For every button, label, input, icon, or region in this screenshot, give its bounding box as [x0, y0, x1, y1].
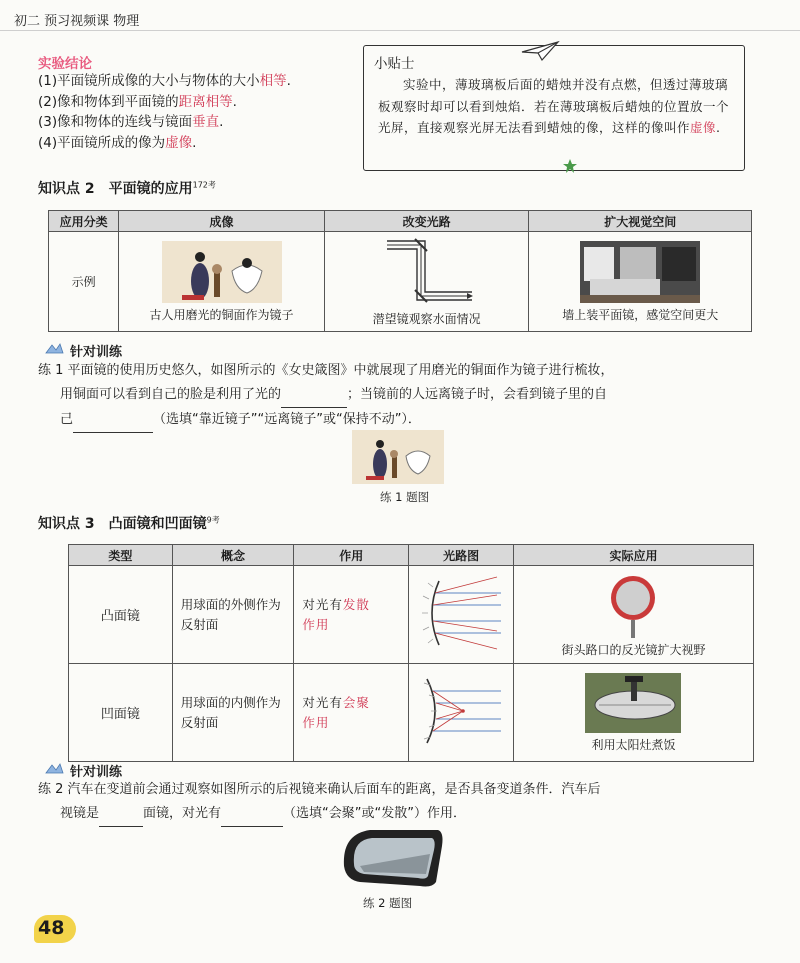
kp2-sup: 172考	[192, 180, 216, 190]
exercise-1-line	[38, 383, 768, 408]
kp3-col-header: 概念	[172, 545, 294, 566]
exercise-text: 视镜是	[60, 806, 100, 821]
kp3-type: 凸面镜	[69, 566, 173, 664]
exercise-1-figure-caption: 练 1 题图	[380, 490, 430, 504]
kp3-effect	[294, 566, 409, 664]
star-icon	[562, 158, 578, 174]
kp3-concept: 用球面的内侧作为反射面	[172, 664, 294, 762]
conclusion-text: (2)像和物体到平面镜的	[38, 93, 179, 110]
convex-mirror-ray-diagram	[417, 575, 505, 651]
kp3-effect-text: 作用	[302, 714, 330, 730]
conclusion-text: .	[232, 93, 237, 110]
conclusion-text: (3)像和物体的连线与镜面	[38, 114, 193, 130]
tip-highlight: 虚像	[690, 120, 717, 135]
kp2-table	[48, 210, 752, 332]
kp2-caption: 潜望镜观察水面情况	[372, 311, 481, 326]
exercise-2	[38, 778, 768, 827]
training-icon	[44, 761, 64, 775]
conclusion-highlight: 相等	[259, 73, 287, 89]
kp2-col-header: 成像	[119, 211, 325, 232]
exercise-label: 练 1	[38, 363, 64, 378]
tip-text: .	[716, 120, 721, 135]
conclusion-title: 实验结论	[38, 56, 92, 72]
header-rule	[0, 30, 800, 31]
kp3-type: 凹面镜	[69, 664, 173, 762]
kp3-row-convex	[69, 566, 754, 664]
rearview-mirror-image	[340, 826, 446, 890]
conclusion-item	[38, 92, 368, 113]
answer-blank[interactable]	[221, 802, 283, 827]
solar-cooker-image	[585, 673, 681, 733]
kp2-cell-visual-space	[529, 232, 752, 332]
kp3-title	[38, 513, 220, 533]
page-number: 48	[38, 917, 65, 939]
conclusion-text: .	[286, 73, 291, 89]
conclusion-text: (4)平面镜所成的像为	[38, 134, 166, 151]
kp2-caption: 古人用磨光的铜面作为镜子	[149, 307, 294, 322]
kp2-col-header: 应用分类	[49, 211, 119, 232]
kp3-col-header: 类型	[69, 545, 173, 566]
exercise-text: ；当镜前的人远离镜子时，会看到镜子里的自	[347, 387, 608, 402]
kp3-effect-highlight: 会聚	[342, 694, 370, 710]
kp3-diagram-cell	[409, 566, 514, 664]
exercise-text: 面镜，对光有	[143, 806, 222, 821]
exercise-1-line	[38, 359, 768, 383]
answer-blank[interactable]	[281, 383, 347, 408]
tip-text: 实验中，薄玻璃板后面的蜡烛并没有点燃，但透过薄玻璃板观察时却可以看到烛焰．若在薄玻璃板后蜡烛的位置放一个光屏，直接观察光屏无法看到蜡烛的像，这样的像叫作	[378, 77, 730, 135]
kp3-diagram-cell	[409, 664, 514, 762]
kp2-title-text: 知识点 2 平面镜的应用	[38, 181, 193, 197]
exercise-2-figure-caption: 练 2 题图	[363, 896, 413, 910]
kp3-app-caption: 街头路口的反光镜扩大视野	[561, 642, 706, 657]
kp3-effect-text: 对光有	[302, 596, 343, 612]
kp3-app-cell	[513, 566, 753, 664]
exercise-1	[38, 359, 768, 433]
conclusion-text: .	[192, 134, 197, 151]
conclusion-text: (1)平面镜所成像的大小与物体的大小	[38, 73, 260, 89]
kp3-row-concave	[69, 664, 754, 762]
periscope-diagram	[377, 237, 477, 307]
kp2-cell-imaging	[119, 232, 325, 332]
training2-title: 针对训练	[70, 765, 123, 780]
exercise-text: （选填“靠近镜子”“远离镜子”或“保持不动”）．	[153, 412, 421, 427]
answer-blank[interactable]	[73, 408, 153, 433]
conclusion-item	[38, 112, 368, 133]
conclusion-highlight: 虚像	[165, 134, 193, 151]
ancient-mirror-painting-image	[162, 241, 282, 303]
kp3-effect-text: 作用	[302, 616, 330, 632]
exercise-text: 己	[60, 412, 74, 427]
tip-title: 小贴士	[374, 56, 415, 72]
kp3-app-caption: 利用太阳灶煮饭	[591, 737, 676, 752]
kp3-table	[68, 544, 754, 762]
exercise-label: 练 2	[38, 782, 64, 797]
exercise-text: 汽车在变道前会通过观察如图所示的后视镜来确认后面车的距离，是否具备变道条件．汽车后	[67, 782, 601, 797]
kp2-col-header: 扩大视觉空间	[529, 211, 752, 232]
kp3-effect	[294, 664, 409, 762]
conclusion-text: .	[219, 114, 224, 130]
kp2-col-header: 改变光路	[324, 211, 529, 232]
exercise-1-figure	[352, 430, 444, 484]
tip-body	[378, 74, 738, 139]
exercise-2-line	[38, 802, 768, 827]
training1-title: 针对训练	[70, 345, 123, 360]
conclusion-highlight: 距离相等	[178, 93, 233, 110]
conclusion-item	[38, 133, 368, 154]
kp2-caption: 墙上装平面镜，感觉空间更大	[562, 307, 719, 322]
kp3-effect-highlight: 发散	[342, 596, 370, 612]
kp3-app-cell	[513, 664, 753, 762]
kp2-row-label: 示例	[49, 232, 119, 332]
road-convex-mirror-image	[598, 572, 668, 638]
kp3-col-header: 实际应用	[513, 545, 753, 566]
kp3-effect-text: 对光有	[302, 694, 343, 710]
kp3-sup: 9考	[206, 515, 220, 525]
training-icon	[44, 341, 64, 355]
exercise-text: 用铜面可以看到自己的脸是利用了光的	[60, 387, 282, 402]
exercise-text: （选填“会聚”或“发散”）作用．	[283, 806, 466, 821]
conclusion-highlight: 垂直	[192, 114, 220, 130]
kp2-cell-light-path	[324, 232, 529, 332]
page-header: 初二 预习视频课 物理	[14, 14, 140, 29]
paper-plane-icon	[520, 40, 560, 62]
conclusion-list	[38, 71, 368, 153]
kp2-title	[38, 178, 216, 198]
bedroom-mirror-image	[580, 241, 700, 303]
kp3-col-header: 光路图	[409, 545, 514, 566]
exercise-text: 平面镜的使用历史悠久，如图所示的《女史箴图》中就展现了用磨光的铜面作为镜子进行梳妆，	[67, 363, 614, 378]
exercise-2-line	[38, 778, 768, 802]
kp3-title-text: 知识点 3 凸面镜和凹面镜	[38, 516, 207, 532]
kp3-concept: 用球面的外侧作为反射面	[172, 566, 294, 664]
conclusion-item	[38, 71, 368, 92]
kp3-col-header: 作用	[294, 545, 409, 566]
concave-mirror-ray-diagram	[417, 673, 505, 749]
answer-blank[interactable]	[99, 802, 143, 827]
